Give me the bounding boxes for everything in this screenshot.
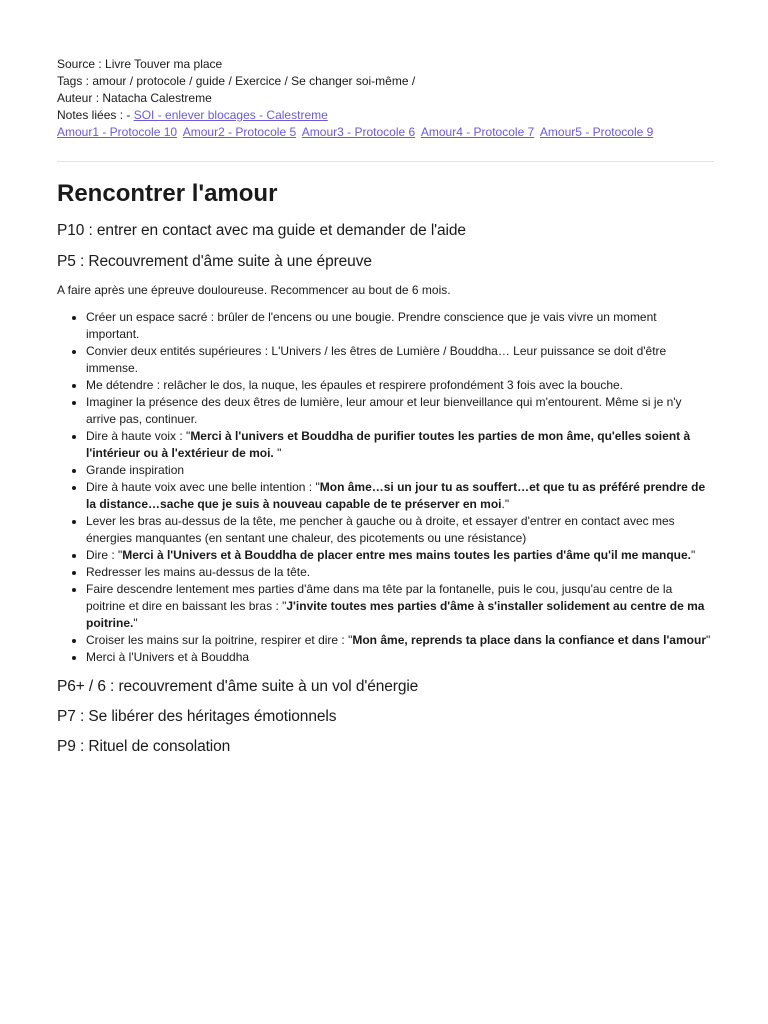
list-item [86, 479, 711, 513]
notes-link[interactable]: SOI - enlever blocages - Calestreme [133, 108, 328, 122]
section-heading-p10: P10 : entrer en contact avec ma guide et demander de l'aide [57, 222, 466, 239]
list-item: • Merci à l'Univers et à Bouddha [86, 649, 711, 666]
related-link-amour2[interactable]: Amour2 - Protocole 5 [182, 125, 297, 139]
notes-label: Notes liées : - [57, 108, 134, 122]
step-text-end: ." [501, 497, 510, 511]
section-heading-p7: P7 : Se libérer des héritages émotionnels [57, 708, 337, 725]
step-quote: Merci à l'univers et Bouddha de purifier toutes les parties de mon âme, qu'elles soient à l'intérieur ou à l'extérieur de moi. [86, 429, 691, 460]
step-text: Faire descendre lentement mes parties d'âme dans ma tête par la fontanelle, puis le cou, jusqu'au centre de la poitrine et dire en baissant les bras : " [86, 582, 673, 613]
author-line [57, 90, 711, 107]
list-item: • Redresser les mains au-dessus de la tête. [86, 564, 711, 581]
source-line [57, 56, 711, 73]
list-item [86, 547, 711, 564]
list-item [86, 632, 711, 649]
source-label: Source : [57, 57, 106, 71]
section-heading-p6: P6+ / 6 : recouvrement d'âme suite à un vol d'énergie [57, 678, 419, 695]
author-label: Auteur : [57, 91, 103, 105]
step-text-end: " [133, 616, 138, 630]
list-item: • Convier deux entités supérieures : L'Univers / les êtres de Lumière / Bouddha… Leur puissance se doit d'être immense. [86, 343, 711, 377]
related-link-amour4[interactable]: Amour4 - Protocole 7 [420, 125, 535, 139]
list-item: • Me détendre : relâcher le dos, la nuque, les épaules et respirere profondément 3 fois avec la bouche. [86, 377, 711, 394]
source-value: Livre Touver ma place [105, 57, 223, 71]
list-item: • Grande inspiration [86, 462, 711, 479]
step-quote: J'invite toutes mes parties d'âme à s'installer solidement au centre de ma poitrine. [86, 599, 705, 630]
tags-label: Tags : [57, 74, 93, 88]
list-item: • Créer un espace sacré : brûler de l'encens ou une bougie. Prendre conscience que je vais vivre un moment important. [86, 309, 711, 343]
step-text-end: " [691, 548, 696, 562]
related-link-amour5[interactable]: Amour5 - Protocole 9 [539, 125, 654, 139]
p5-intro: A faire après une épreuve douloureuse. Recommencer au bout de 6 mois. [57, 283, 451, 297]
divider [57, 161, 714, 162]
steps-list [57, 309, 711, 666]
step-text: Dire : " [86, 548, 123, 562]
step-text-end: " [705, 633, 711, 647]
step-text-end: " [273, 446, 282, 460]
list-item: • Imaginer la présence des deux êtres de lumière, leur amour et leur bienveillance qui m'entourent. Même si je n'y arrive pas, continuer. [86, 394, 711, 428]
list-item [86, 581, 711, 632]
section-heading-p9: P9 : Rituel de consolation [57, 738, 231, 755]
notes-line [57, 107, 711, 124]
author-value: Natacha Calestreme [102, 91, 212, 105]
related-link-amour1[interactable]: Amour1 - Protocole 10 [57, 125, 178, 139]
related-link-amour3[interactable]: Amour3 - Protocole 6 [301, 125, 416, 139]
list-item [86, 428, 711, 462]
step-quote: Merci à l'Univers et à Bouddha de placer entre mes mains toutes les parties d'âme qu'il me manque. [122, 548, 692, 562]
related-links [57, 124, 711, 141]
step-text: Dire à haute voix : " [86, 429, 191, 443]
page-title: Rencontrer l'amour [57, 180, 278, 207]
section-heading-p5: P5 : Recouvrement d'âme suite à une épreuve [57, 253, 372, 270]
step-text: Dire à haute voix avec une belle intention : " [86, 480, 320, 494]
tags-value: amour / protocole / guide / Exercice / Se changer soi-même / [92, 74, 416, 88]
step-quote: Mon âme…si un jour tu as souffert…et que tu as préféré prendre de la distance…sache que je suis à nouveau capable de te préserver en moi [86, 480, 706, 511]
metadata-block [57, 56, 711, 141]
list-item: • Lever les bras au-dessus de la tête, me pencher à gauche ou à droite, et essayer d'entrer en contact avec mes énergies manquantes (en sentant une chaleur, des picotements ou une résistance) [86, 513, 711, 547]
step-text: Croiser les mains sur la poitrine, respirer et dire : " [86, 633, 353, 647]
tags-line [57, 73, 711, 90]
step-quote: Mon âme, reprends ta place dans la confiance et dans l'amour [352, 633, 706, 647]
